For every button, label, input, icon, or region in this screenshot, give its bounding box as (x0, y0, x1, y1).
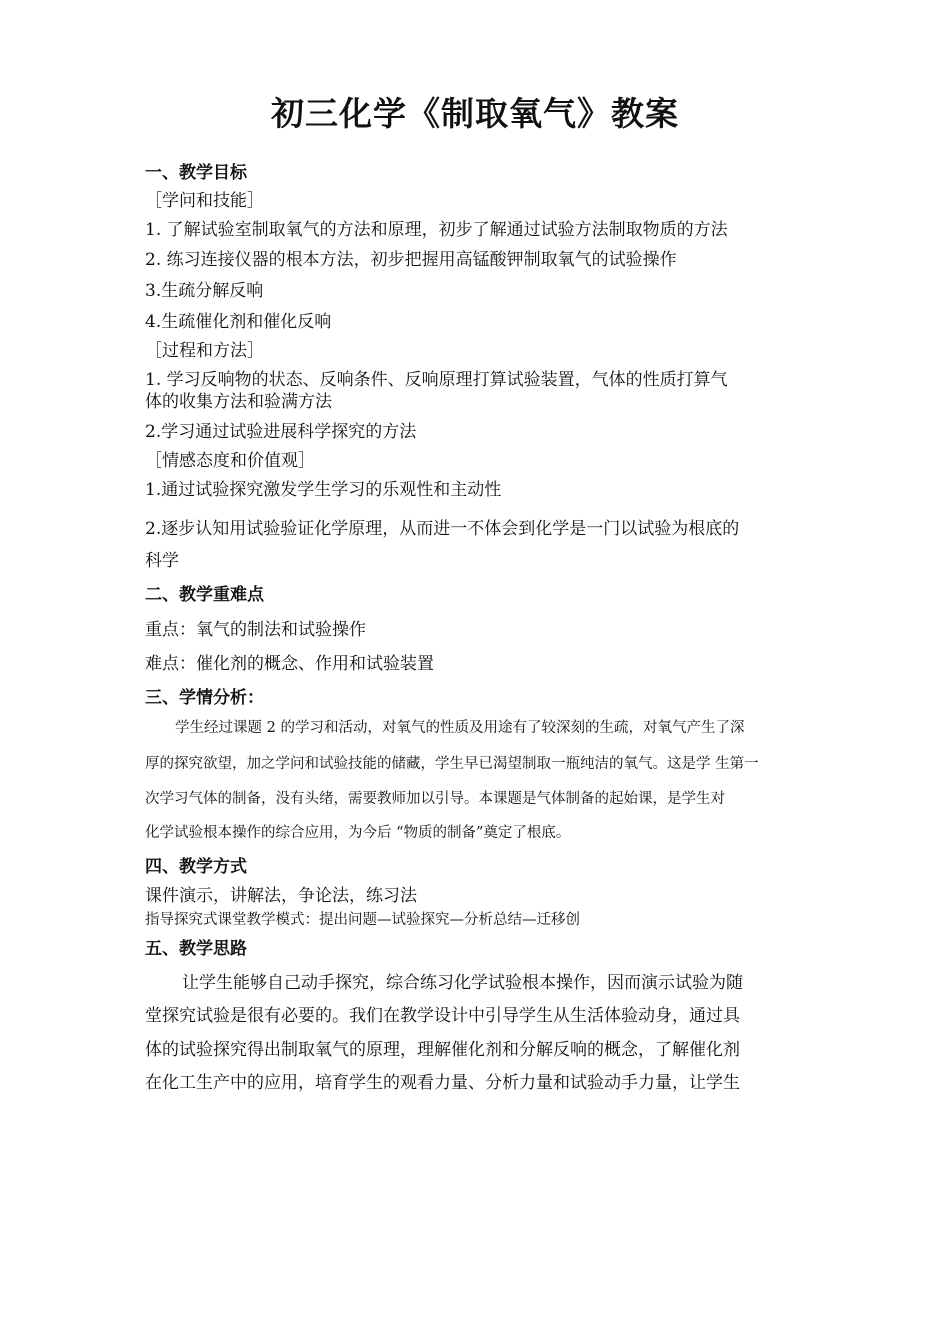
idea-line-1: 让学生能够自己动手探究，综合练习化学试验根本操作，因而演示试验为随 (182, 973, 743, 993)
analysis-line-4: 化学试验根本操作的综合应用，为今后 “物质的制备”奠定了根底。 (145, 825, 571, 841)
section-2-heading: 二、教学重难点 (145, 585, 264, 605)
section-5-heading: 五、教学思路 (145, 939, 247, 959)
goal-e2-line1: 2.逐步认知用试验验证化学原理，从而进一不体会到化学是一门以试验为根底的 (145, 519, 740, 539)
section-4-heading: 四、教学方式 (145, 857, 247, 877)
goal-k4: 4.生疏催化剂和催化反响 (145, 312, 332, 332)
process-method-label: ［过程和方法］ (145, 341, 264, 361)
section-1-heading: 一、教学目标 (145, 163, 247, 183)
goal-e1: 1.通过试验探究激发学生学习的乐观性和主动性 (145, 480, 502, 500)
analysis-line-1: 学生经过课题 2 的学习和活动，对氧气的性质及用途有了较深刻的生疏，对氧气产生了深 (175, 720, 745, 736)
analysis-line-3: 次学习气体的制备，没有头绪，需要教师加以引导。本课题是气体制备的起始课，是学生对 (145, 791, 725, 807)
key-point: 重点：氧气的制法和试验操作 (145, 620, 366, 640)
knowledge-skills-label: ［学问和技能］ (145, 191, 264, 211)
section-3-heading: 三、学情分析： (145, 688, 264, 708)
analysis-line-2: 厚的探究欲望，加之学问和试验技能的储藏，学生早已渴望制取一瓶纯洁的氧气。这是学 生第一 (145, 756, 759, 772)
goal-k2: 2. 练习连接仪器的根本方法，初步把握用高锰酸钾制取氧气的试验操作 (145, 250, 677, 270)
difficult-point: 难点：催化剂的概念、作用和试验装置 (145, 654, 434, 674)
document-title: 初三化学《制取氧气》教案 (271, 94, 679, 133)
method-line-1: 课件演示，讲解法，争论法，练习法 (145, 886, 417, 906)
goal-k3: 3.生疏分解反响 (145, 281, 264, 301)
goal-p1-line1: 1. 学习反响物的状态、反响条件、反响原理打算试验装置，气体的性质打算气 (145, 370, 728, 390)
method-line-2: 指导探究式课堂教学模式：提出问题—试验探究—分析总结—迁移创 (145, 912, 580, 928)
goal-p1-line2: 体的收集方法和验满方法 (145, 392, 332, 412)
idea-line-3: 体的试验探究得出制取氧气的原理，理解催化剂和分解反响的概念，了解催化剂 (145, 1040, 740, 1060)
idea-line-4: 在化工生产中的应用，培育学生的观看力量、分析力量和试验动手力量，让学生 (145, 1073, 740, 1093)
goal-e2-line2: 科学 (145, 551, 179, 571)
goal-k1: 1. 了解试验室制取氧气的方法和原理，初步了解通过试验方法制取物质的方法 (145, 220, 728, 240)
idea-line-2: 堂探究试验是很有必要的。我们在教学设计中引导学生从生活体验动身，通过具 (145, 1006, 740, 1026)
goal-p2: 2.学习通过试验进展科学探究的方法 (145, 422, 417, 442)
emotion-values-label: ［情感态度和价值观］ (145, 451, 315, 471)
